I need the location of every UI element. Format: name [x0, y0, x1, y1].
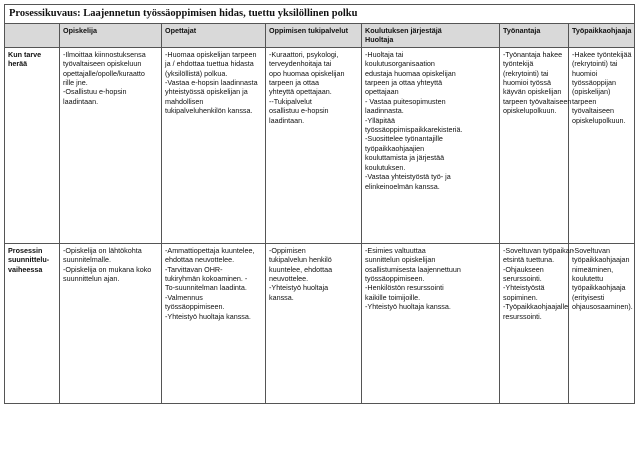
cell-line: -Hakee työntekijää [572, 49, 632, 59]
cell-line: tukiryhmän kokoaminen. - [165, 274, 248, 284]
cell-line: kouluttamista ja järjestää [365, 153, 445, 163]
cell-line: osallistumisesta laajennettuun [365, 264, 461, 274]
cell-line: laadintaan. [63, 96, 99, 106]
cell-line: -Yhteistyöstä [503, 283, 545, 293]
cell-line: -Ammattiopettaja kuuntelee, [165, 245, 255, 255]
cell-line: -Esimies valtuuttaa [365, 245, 426, 255]
cell-line: huomioi työssä [503, 78, 551, 88]
cell-line: koulutusorganisaation [365, 59, 435, 69]
cell-line: työvaltaiseen opiskeluun [63, 59, 142, 69]
cell-line: suunnitelmalle. [63, 255, 111, 265]
cell-line: sopiminen. [503, 292, 538, 302]
cell-line: kuuntelee, ehdottaa [269, 264, 333, 274]
cell-line: opettajaan [365, 87, 399, 97]
cell-line: -Yhteistyö huoltaja [269, 283, 329, 293]
cell-line: -Kuraattori, psykologi, [269, 49, 339, 59]
cell-line: To-suunnitelman laadinta. [165, 283, 247, 293]
cell-line: opiskelupolkuun. [503, 106, 557, 116]
cell-line: elinkeinoelmän kanssa. [365, 181, 440, 191]
cell-line: (rekrytointi) tai [572, 59, 618, 69]
cell-line: -Yhteistyö huoltaja kanssa. [165, 311, 251, 321]
cell-line: terveydenhoitaja tai [269, 59, 332, 69]
cell-line: -Soveltuvan [572, 245, 610, 255]
header-opiskelija: Opiskelija [60, 24, 162, 48]
cell-line: työssäoppimispaikkarekisteriä. [365, 125, 463, 135]
table-cell [569, 47, 635, 243]
cell-line: - Vastaa puitesopimusten [365, 96, 446, 106]
table-cell [569, 243, 635, 403]
header-koulutuksen-jarjestaja [362, 24, 500, 48]
cell-line: -Työnantaja hakee [503, 49, 563, 59]
table-cell [60, 47, 162, 243]
table-cell [266, 47, 362, 243]
table-cell [362, 47, 500, 243]
header-tyonantaja: Työnantaja [500, 24, 569, 48]
cell-line: yhteistyössä opiskelijan ja [165, 87, 248, 97]
row-label [5, 243, 60, 403]
cell-line: (opiskelijan) [572, 87, 611, 97]
cell-line: opiskelupolkuun. [572, 115, 626, 125]
cell-line: nimeäminen, [572, 264, 614, 274]
cell-line: työpaikkaohjaajan [572, 255, 630, 265]
cell-line: työssäoppimiseen. [165, 302, 225, 312]
cell-line: laadintaan. [269, 115, 305, 125]
cell-line: -Opiskelija on mukana koko [63, 264, 152, 274]
cell-line: tarpeen työvaltaiseen [503, 96, 572, 106]
process-document [4, 4, 634, 404]
cell-line: sunnittelun opiskelijan [365, 255, 436, 265]
cell-line: -Ohjaukseen [503, 264, 544, 274]
cell-line: (yksilöllistä) polkua. [165, 68, 228, 78]
cell-line: (rekrytointi) tai [503, 68, 549, 78]
header-line: Koulutuksen järjestäjä [365, 26, 442, 35]
row-label-line: suunnittelu- [8, 255, 50, 265]
table-row [5, 243, 635, 403]
cell-line: työntekijä [503, 59, 534, 69]
cell-line: -Ilmoittaa kiinnostuksensa [63, 49, 146, 59]
cell-line: huomioi [572, 68, 598, 78]
header-empty [5, 24, 60, 48]
row-label-line: vaiheessa [8, 264, 43, 274]
cell-line: koulutettu [572, 274, 604, 284]
cell-line: työpaikkaohjaaja [572, 283, 626, 293]
table-cell [60, 243, 162, 403]
header-opettajat: Opettajat [162, 24, 266, 48]
row-label-line: Kun tarve [8, 49, 42, 59]
cell-line: osallistuu e-hopsin [269, 106, 329, 116]
cell-line: -Valmennus [165, 292, 203, 302]
cell-line: neuvottelee. [269, 274, 309, 284]
cell-line: resurssointi. [503, 311, 542, 321]
cell-line: työssäoppijan [572, 78, 616, 88]
cell-line: etsintä tuettuna. [503, 255, 555, 265]
cell-line: laadinnasta. [365, 106, 404, 116]
table-cell [162, 47, 266, 243]
row-label [5, 47, 60, 243]
cell-line: -Suosittelee työnantajille [365, 134, 443, 144]
cell-line: -Osallistuu e-hopsin [63, 87, 127, 97]
table-cell [266, 243, 362, 403]
cell-line: tukipalveluhenkilön kanssa. [165, 106, 253, 116]
cell-line: rille jne. [63, 78, 88, 88]
cell-line: -Vastaa yhteistyöstä työ- ja [365, 172, 451, 182]
cell-line: tukipalvelun henkilö [269, 255, 332, 265]
row-label-line: herää [8, 59, 28, 69]
header-row [5, 24, 635, 48]
cell-line: opettajalle/opolle/kuraatto [63, 68, 145, 78]
header-tyopaikkaohjaaja: Työpaikkaohjaaja [569, 24, 635, 48]
cell-line: -Huomaa opiskelijan tarpeen [165, 49, 257, 59]
cell-line: --Tukipalvelut [269, 96, 312, 106]
document-title: Prosessikuvaus: Laajennetun työssäoppimisen hidas, tuettu yksilöllinen polku [5, 5, 635, 24]
cell-line: -Yhteistyö huoltaja kanssa. [365, 302, 451, 312]
cell-line: työssäoppimiseen. [365, 274, 425, 284]
cell-line: serurssointi. [503, 274, 542, 284]
cell-line: -Oppimisen [269, 245, 306, 255]
cell-line: -Huoltaja tai [365, 49, 404, 59]
cell-line: ja / ehdottaa tuettua hidasta [165, 59, 254, 69]
process-table [4, 4, 635, 404]
cell-line: työpaikkaohjaajien [365, 143, 425, 153]
cell-line: tarpeen ja ottaa yhteyttä [365, 78, 443, 88]
cell-line: -Tarvittavan OHR- [165, 264, 223, 274]
cell-line: -Vastaa e-hopsin laadinnasta [165, 78, 258, 88]
cell-line: suunnittelun ajan. [63, 274, 120, 284]
cell-line: mahdollisen [165, 96, 204, 106]
cell-line: työvaltaiseen [572, 106, 614, 116]
cell-line: -Työpaikkaohjaajalle [503, 302, 569, 312]
cell-line: -Opiskelija on lähtökohta [63, 245, 142, 255]
table-cell [162, 243, 266, 403]
table-cell [500, 243, 574, 403]
cell-line: ohjausosaaminen). [572, 302, 633, 312]
cell-line: -Soveltuvan työpaikan [503, 245, 574, 255]
cell-line: käyvän opiskelijan [503, 87, 562, 97]
table-cell [500, 47, 572, 243]
cell-line: yhteyttä opettajaan. [269, 87, 332, 97]
cell-line: -Ylläpitää [365, 115, 395, 125]
cell-line: tarpeen ja ottaa [269, 78, 319, 88]
cell-line: kanssa. [269, 292, 294, 302]
cell-line: edustaja huomaa opiskelijan [365, 68, 456, 78]
cell-line: koulutuksen. [365, 162, 406, 172]
header-line: Huoltaja [365, 35, 394, 45]
table-row [5, 47, 635, 243]
header-tukipalvelut: Oppimisen tukipalvelut [266, 24, 362, 48]
table-cell [362, 243, 500, 403]
cell-line: opo huomaa opiskelijan [269, 68, 345, 78]
cell-line: (erityisesti [572, 292, 605, 302]
cell-line: kaikille toimijoille. [365, 292, 421, 302]
cell-line: -Henkilöstön resurssointi [365, 283, 444, 293]
row-label-line: Prosessin [8, 245, 43, 255]
cell-line: ehdottaa neuvottelee. [165, 255, 235, 265]
cell-line: tarpeen [572, 96, 597, 106]
